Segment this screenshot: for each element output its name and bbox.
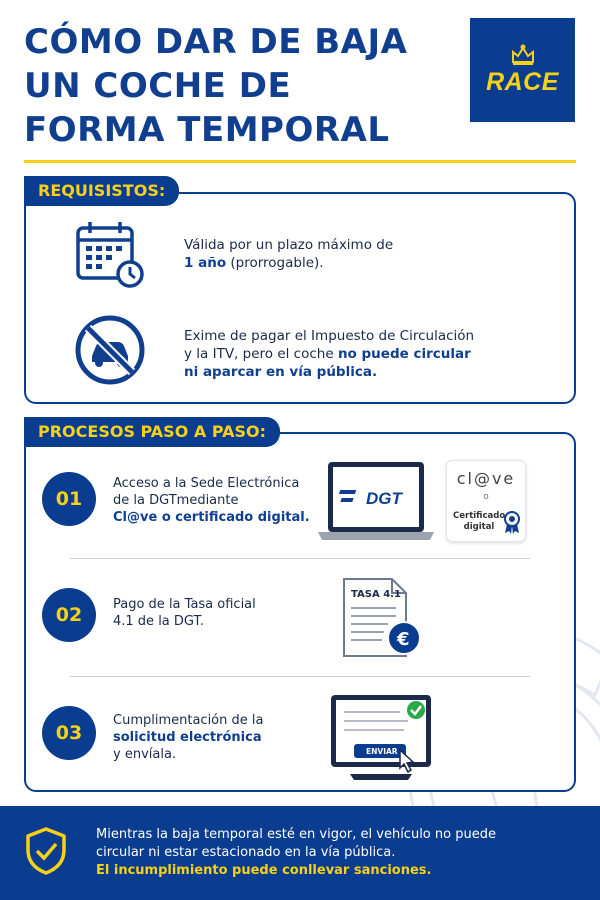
step-number-3: 03 [42,706,96,760]
clave-logo: cl@ve [456,469,516,488]
crown-icon [510,44,536,66]
requirement-item-1 [74,218,146,290]
calendar-clock-icon [74,218,146,290]
step-divider-1 [70,558,530,559]
title-line-2: UN COCHE DE [24,66,292,106]
euro-icon: € [397,629,410,650]
shield-check-icon [24,826,68,876]
step-divider-2 [70,676,530,677]
title-divider [24,160,576,163]
requirement-highlight-1: 1 año [184,255,227,271]
title-line-3: FORMA TEMPORAL [24,110,390,150]
step-number-2: 02 [42,588,96,642]
tax-document-icon [338,576,424,662]
step-text-3: Cumplimentación de la solicitud electrónica y envíala. [113,713,264,762]
no-car-icon [74,314,146,386]
step-number-1: 01 [42,472,96,526]
clave-or: o [483,492,489,502]
page-title [24,20,444,152]
laptop-dgt-icon [316,460,436,544]
footer-text: Mientras la baja temporal esté en vigor, el vehículo no puede circular ni estar estacionado en la vía pública. El incumplimiento puede conllevar sanciones. [96,827,496,878]
process-label: PROCESOS PASO A PASO: [24,417,280,447]
requirement-item-2 [74,314,146,386]
race-logo [470,18,575,122]
requirements-label: REQUISISTOS: [24,176,179,206]
certificate-label: Certificado digital [453,511,506,532]
clave-card [446,460,526,542]
certificate-badge-icon [503,511,521,535]
requirement-text-1: Válida por un plazo máximo de 1 año (prorrogable). [184,237,394,271]
footer-warning: El incumplimiento puede conllevar sanciones. [96,863,432,878]
title-line-1: CÓMO DAR DE BAJA [24,22,408,62]
send-button-label: ENVIAR [366,747,398,756]
online-form-icon [328,692,438,782]
step-text-2: Pago de la Tasa oficial 4.1 de la DGT. [113,597,256,629]
logo-text: RACE [486,67,559,96]
step-text-1: Acceso a la Sede Electrónica de la DGTmediante Cl@ve o certificado digital. [113,476,310,525]
requirement-text-2: Exime de pagar el Impuesto de Circulación y la ITV, pero el coche no puede circular ni aparcar en vía pública. [184,328,475,380]
tax-document-label: TASA 4.1 [351,589,401,600]
laptop-brand: DGT [366,489,402,508]
